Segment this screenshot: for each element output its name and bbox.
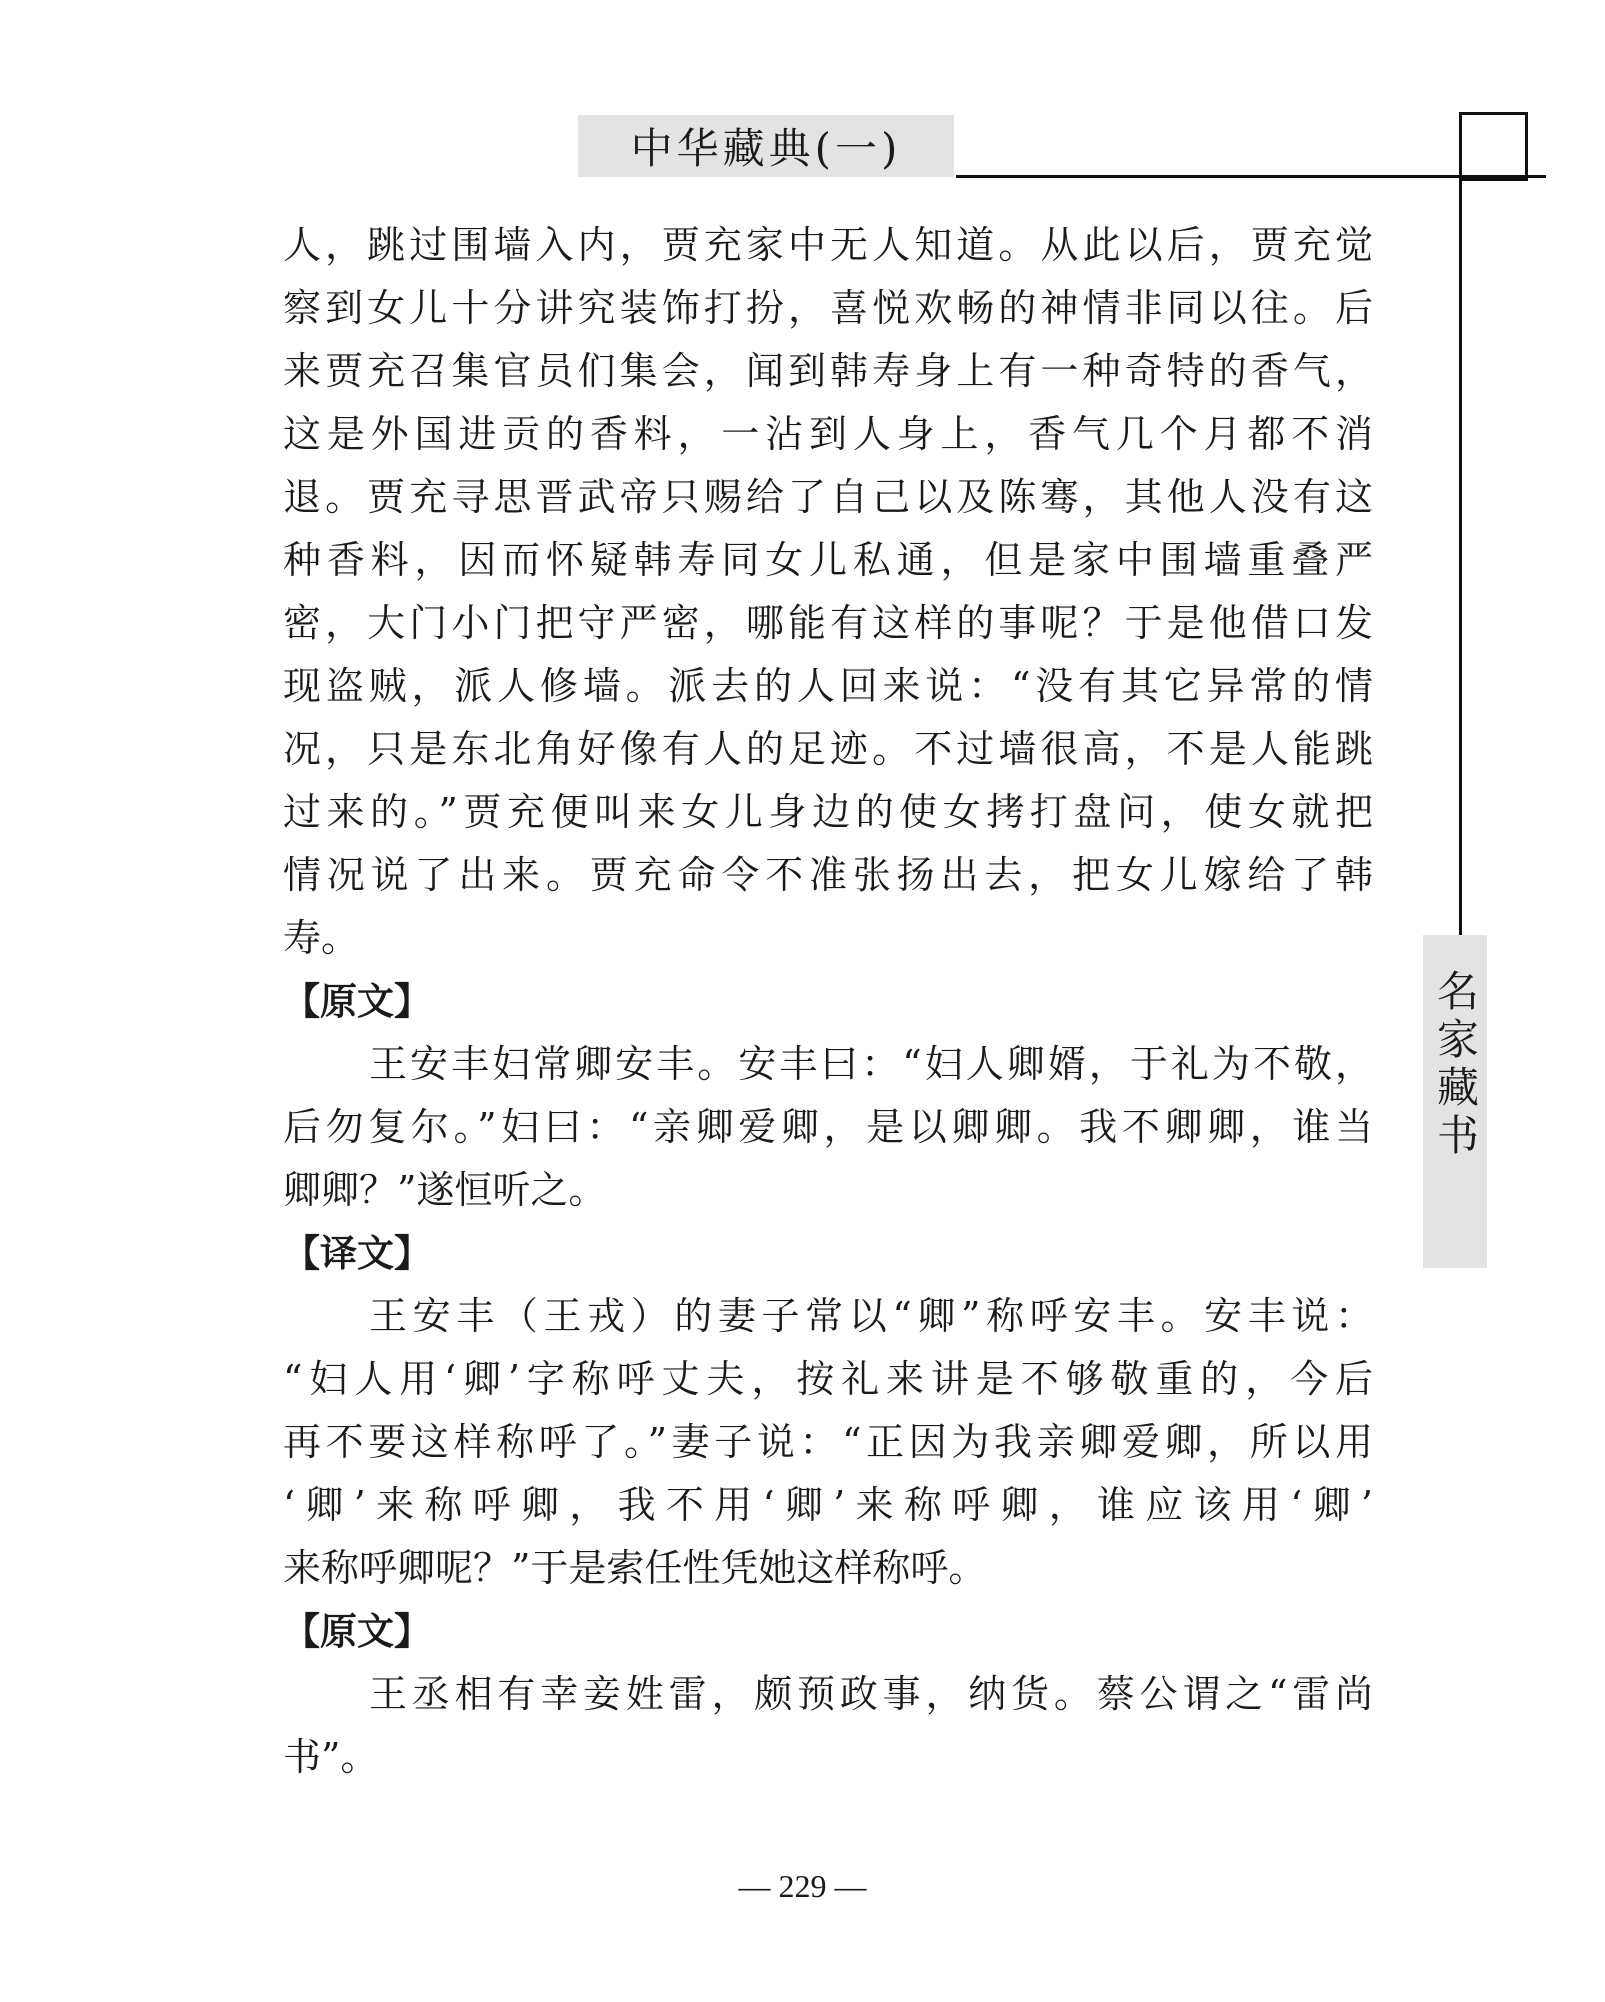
text-line: 情况说了出来。贾充命令不准张扬出去，把女儿嫁给了韩 (283, 853, 1373, 897)
text-line: 种香料，因而怀疑韩寿同女儿私通，但是家中围墙重叠严 (283, 538, 1373, 582)
side-tab (1423, 935, 1487, 1268)
text-line: “妇人用‘卿’字称呼丈夫，按礼来讲是不够敬重的，今后 (283, 1357, 1373, 1401)
text-line: 密，大门小门把守严密，哪能有这样的事呢？于是他借口发 (283, 601, 1373, 645)
body-text (283, 214, 1373, 1789)
text-line: 再不要这样称呼了。”妻子说：“正因为我亲卿爱卿，所以用 (283, 1420, 1373, 1464)
text-line: 退。贾充寻思晋武帝只赐给了自己以及陈骞，其他人没有这 (283, 475, 1373, 519)
page-number: — 229 — (738, 1868, 867, 1904)
text-line: 王安丰妇常卿安丰。安丰曰：“妇人卿婿，于礼为不敬， (369, 1042, 1373, 1086)
text-line: 王安丰（王戎）的妻子常以“卿”称呼安丰。安丰说： (369, 1294, 1373, 1338)
text-line: 寿。 (283, 916, 360, 960)
header-rule (956, 175, 1546, 178)
text-line: 过来的。”贾充便叫来女儿身边的使女拷打盘问，使女就把 (283, 790, 1373, 834)
section-heading: 【原文】 (283, 1610, 431, 1653)
text-line: 来称呼卿呢？”于是索任性凭她这样称呼。 (283, 1546, 987, 1590)
book-title: 中华藏典(一) (578, 115, 954, 177)
text-line: 这是外国进贡的香料，一沾到人身上，香气几个月都不消 (283, 412, 1373, 456)
text-line: 王丞相有幸妾姓雷，颇预政事，纳货。蔡公谓之“雷尚 (369, 1672, 1373, 1716)
text-line: 现盗贼，派人修墙。派去的人回来说：“没有其它异常的情 (283, 664, 1373, 708)
section-heading: 【原文】 (283, 980, 431, 1023)
text-line: 卿卿？”遂恒听之。 (283, 1168, 607, 1212)
text-line: 察到女儿十分讲究装饰打扮，喜悦欢畅的神情非同以往。后 (283, 286, 1373, 330)
text-line: 况，只是东北角好像有人的足迹。不过墙很高，不是人能跳 (283, 727, 1373, 771)
side-rule (1459, 175, 1462, 935)
text-line: ‘卿’来称呼卿，我不用‘卿’来称呼卿，谁应该用‘卿’ (283, 1483, 1373, 1527)
text-line: 书”。 (283, 1735, 379, 1779)
side-label: 名家藏书 (1431, 969, 1480, 1161)
section-heading: 【译文】 (283, 1232, 431, 1275)
text-line: 人，跳过围墙入内，贾充家中无人知道。从此以后，贾充觉 (283, 223, 1373, 267)
header-corner-box (1459, 112, 1528, 181)
text-line: 后勿复尔。”妇曰：“亲卿爱卿，是以卿卿。我不卿卿，谁当 (283, 1105, 1373, 1149)
text-line: 来贾充召集官员们集会，闻到韩寿身上有一种奇特的香气， (283, 349, 1373, 393)
